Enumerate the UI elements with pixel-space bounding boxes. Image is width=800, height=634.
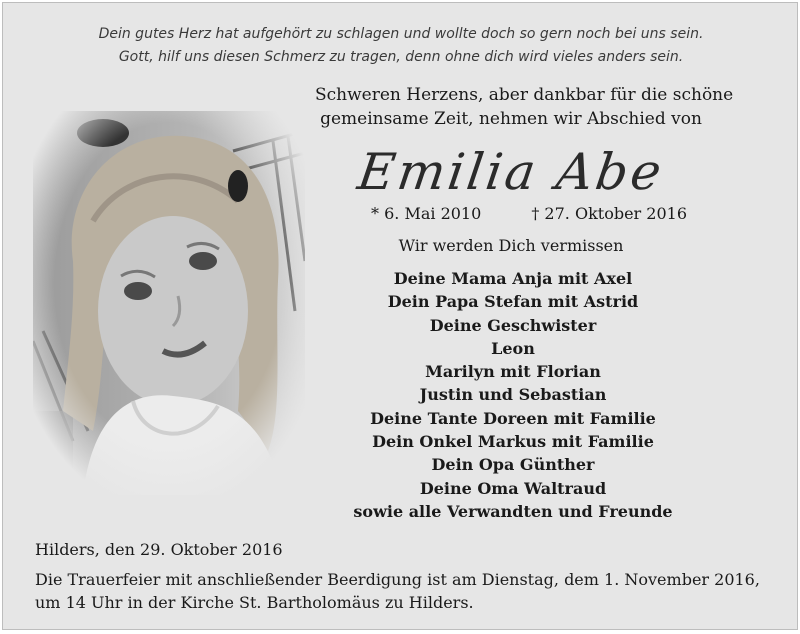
mourner-item: Marilyn mit Florian [425, 362, 601, 382]
mourner-item: Dein Papa Stefan mit Astrid [387, 292, 639, 312]
mourner-item: Deine Tante Doreen mit Familie [370, 408, 656, 428]
mourners-list [333, 267, 693, 523]
verse-line-2: Gott, hilf uns diesen Schmerz zu tragen, denn ohne dich wird vieles anders sein. [118, 49, 684, 65]
mourner-item: Deine Oma Waltraud [419, 478, 607, 498]
funeral-line-1: Die Trauerfeier mit anschließender Beerdigung ist am Dienstag, dem 1. November 2016, [35, 570, 760, 589]
miss-line: Wir werden Dich vermissen [398, 236, 624, 255]
portrait-photo-graphic [33, 111, 305, 495]
life-dates [355, 203, 695, 227]
obituary-notice [2, 2, 798, 630]
mourner-item: Dein Opa Günther [431, 455, 595, 475]
mourner-item: Leon [491, 338, 535, 358]
mourner-item: sowie alle Verwandten und Freunde [353, 501, 673, 521]
mourner-item: Deine Mama Anja mit Axel [393, 269, 633, 288]
place-and-date: Hilders, den 29. Oktober 2016 [35, 540, 283, 559]
mourner-item: Deine Geschwister [429, 315, 597, 335]
intro-line-2: gemeinsame Zeit, nehmen wir Abschied von [320, 109, 702, 129]
funeral-line-2: um 14 Uhr in der Kirche St. Bartholomäus zu Hilders. [35, 593, 474, 612]
birth-date: * 6. Mai 2010 [371, 204, 482, 223]
intro-text [315, 83, 734, 131]
mourner-item: Justin und Sebastian [419, 385, 607, 405]
verse-line-1: Dein gutes Herz hat aufgehört zu schlagen und wollte doch so gern noch bei uns sein. [98, 26, 704, 42]
memorial-verse [3, 23, 798, 69]
funeral-info [35, 568, 785, 614]
deceased-name: Emilia Abe [354, 143, 668, 201]
death-date: † 27. Oktober 2016 [531, 204, 687, 223]
portrait-photo [33, 111, 305, 495]
intro-line-1: Schweren Herzens, aber dankbar für die schöne [315, 85, 734, 105]
mourner-item: Dein Onkel Markus mit Familie [372, 432, 654, 452]
